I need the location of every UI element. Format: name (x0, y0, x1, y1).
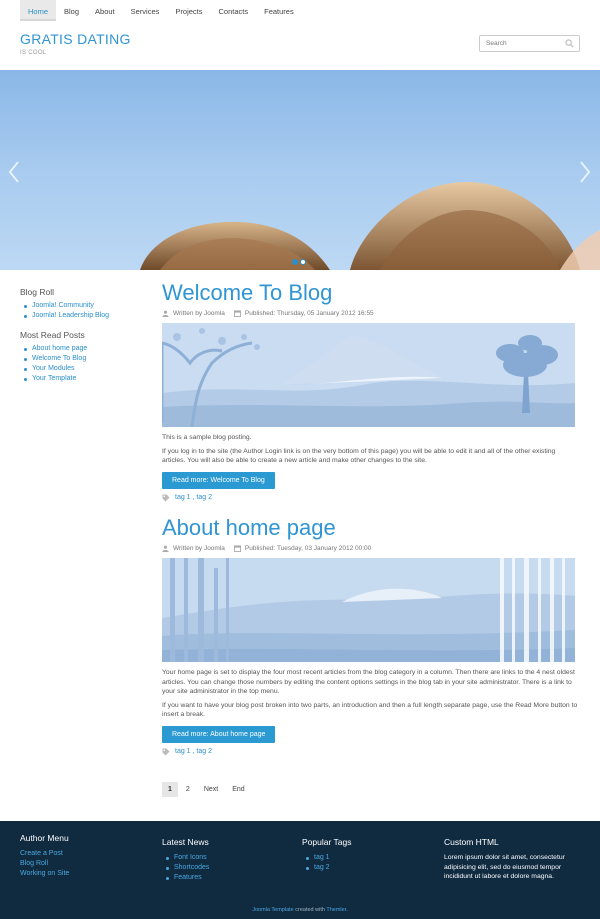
nav-item-about[interactable]: About (95, 7, 115, 16)
hero-image (0, 70, 600, 270)
chevron-left-icon[interactable] (7, 160, 21, 184)
sidebar (20, 287, 150, 393)
hero-slider (0, 70, 600, 270)
slider-dot-1[interactable] (292, 259, 298, 265)
nav-item-contacts[interactable]: Contacts (218, 7, 249, 16)
tag-icon (162, 748, 170, 756)
post-title[interactable]: Welcome To Blog (162, 280, 333, 305)
tag-links[interactable]: tag 1 , tag 2 (175, 748, 212, 756)
footer-text: Lorem ipsum dolor sit amet, consectetur adipisicing elit, sed do eiusmod tempor incididunt ut labore et dolore magna. (444, 854, 565, 881)
post-author: Written by Joomla (173, 544, 225, 552)
post-paragraph: Your home page is set to display the four most recent articles from the blog category in a column. Then there are links to the 4 nest oldest articles. You can change those numbers by editing the content options settings in the blog tab in your site administrator. There is a link to your site administrator in the top menu. (162, 669, 575, 696)
copyright-text: created with (293, 907, 327, 913)
copyright-end: . (346, 907, 348, 913)
footer-link[interactable]: Create a Post (20, 850, 63, 857)
post-date: Published: Tuesday, 03 January 2012 00:00 (244, 544, 372, 552)
nav-item-features[interactable]: Features (264, 7, 294, 16)
post-title[interactable]: About home page (162, 515, 336, 540)
tag-links[interactable]: tag 1 , tag 2 (175, 494, 212, 502)
nav-item-projects[interactable]: Projects (175, 7, 203, 16)
footer-link[interactable]: tag 2 (302, 863, 351, 873)
footer-link[interactable]: Font Icons (162, 853, 209, 863)
calendar-icon (234, 545, 241, 552)
sidebar-link[interactable]: Joomla! Community (20, 301, 150, 311)
footer-link[interactable]: Features (162, 873, 209, 883)
post-image (162, 558, 575, 662)
mostread-list (20, 344, 150, 384)
footer-heading: Popular Tags (302, 837, 352, 847)
footer-latest-news (162, 837, 209, 883)
footer (0, 821, 600, 919)
post-paragraph: If you want to have your blog post broken into two parts, an introduction and then a full length separate page, use the Read More button to insert a break. (162, 701, 578, 719)
post-image (162, 323, 575, 427)
read-more-button[interactable]: Read more: Welcome To Blog (162, 472, 275, 489)
sidebar-link[interactable]: Your Template (20, 374, 150, 384)
slider-dot-2[interactable] (300, 259, 306, 265)
tag-icon (162, 494, 170, 502)
page-end[interactable]: End (232, 786, 245, 793)
post-paragraph: This is a sample blog posting. (162, 434, 252, 441)
footer-custom-html (444, 837, 582, 882)
post-date: Published: Thursday, 05 January 2012 16:55 (244, 309, 374, 317)
search-box[interactable] (479, 35, 580, 52)
post-tags (162, 748, 578, 756)
footer-popular-tags (302, 837, 351, 873)
page-1[interactable]: 1 (162, 782, 178, 797)
footer-heading: Custom HTML (444, 837, 499, 847)
post-meta (162, 308, 578, 318)
chevron-right-icon[interactable] (578, 160, 592, 184)
post-author: Written by Joomla (173, 309, 225, 317)
user-icon (162, 545, 169, 552)
search-icon[interactable] (565, 39, 574, 48)
sidebar-link[interactable]: Joomla! Leadership Blog (20, 311, 150, 321)
read-more-button[interactable]: Read more: About home page (162, 726, 275, 743)
sidebar-link[interactable]: Welcome To Blog (20, 354, 150, 364)
user-icon (162, 310, 169, 317)
pagination (162, 782, 253, 797)
search-input[interactable] (480, 36, 560, 51)
site-slogan: IS COOL (20, 50, 47, 56)
footer-link[interactable]: Working on Site (20, 870, 70, 877)
post-paragraph: If you log in to the site (the Author Login link is on the very bottom of this page) you will be able to edit it and all of the other existing articles. You will also be able to create a new article and make other changes to the site. (162, 447, 556, 465)
main-nav (20, 0, 302, 21)
mostread-title: Most Read Posts (20, 330, 85, 340)
footer-link[interactable]: Blog Roll (20, 860, 49, 867)
footer-link[interactable]: Shortcodes (162, 863, 209, 873)
sidebar-link[interactable]: About home page (20, 344, 150, 354)
page-next[interactable]: Next (203, 786, 219, 793)
site-title[interactable]: GRATIS DATING (20, 31, 131, 47)
copyright (0, 907, 600, 913)
footer-link[interactable]: tag 1 (302, 853, 351, 863)
copyright-link-template[interactable]: Joomla Template (252, 907, 294, 913)
nav-item-home[interactable]: Home (20, 0, 56, 21)
copyright-link-themler[interactable]: Themler (326, 907, 347, 913)
calendar-icon (234, 310, 241, 317)
slider-dots (292, 259, 306, 265)
post-tags (162, 494, 578, 502)
nav-item-blog[interactable]: Blog (64, 7, 80, 16)
footer-heading: Latest News (162, 837, 209, 847)
blogroll-title: Blog Roll (20, 287, 55, 297)
footer-heading: Author Menu (20, 833, 69, 843)
nav-item-services[interactable]: Services (130, 7, 160, 16)
footer-author-menu (20, 833, 69, 879)
sidebar-link[interactable]: Your Modules (20, 364, 150, 374)
blogroll-list (20, 301, 150, 321)
blog-post (162, 515, 578, 756)
post-meta (162, 543, 578, 553)
page-2[interactable]: 2 (185, 786, 190, 793)
blog-post (162, 280, 578, 502)
